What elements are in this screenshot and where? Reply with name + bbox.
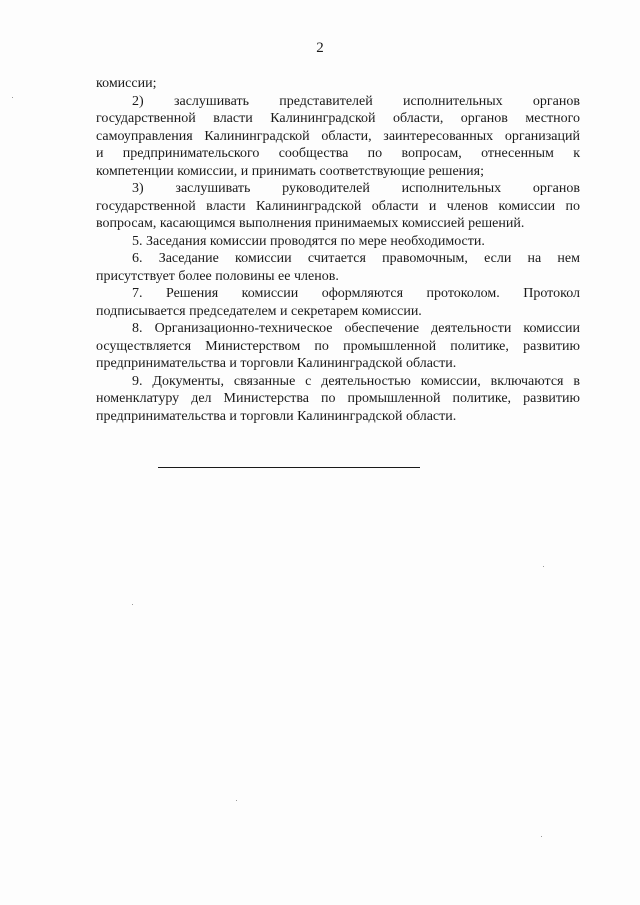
text-line: 7. Решения комиссии оформляются протоколом. Протокол: [132, 286, 580, 301]
text-line: номенклатуру дел Министерства по промышленной политике, развитию: [96, 391, 580, 406]
scan-speck: [132, 604, 133, 605]
scan-speck: [541, 836, 542, 837]
text-line: государственной власти Калининградской области и членов комиссии по: [96, 198, 580, 214]
body-text: [96, 75, 580, 425]
text-line: присутствует более половины ее членов.: [96, 268, 339, 284]
text-line: предпринимательства и торговли Калининградской области.: [96, 408, 457, 424]
text-line: 2) заслушивать представителей исполнительных органов: [132, 93, 580, 109]
text-line: 3) заслушивать руководителей исполнительных органов: [132, 181, 580, 196]
text-line: 8. Организационно-техническое обеспечение деятельности комиссии: [132, 321, 580, 336]
text-line: подписывается председателем и секретарем комиссии.: [96, 303, 422, 319]
text-line: компетенции комиссии, и принимать соответствующие решения;: [96, 163, 484, 179]
text-line: комиссии;: [96, 76, 157, 91]
page-number: 2: [316, 40, 324, 56]
text-line: 9. Документы, связанные с деятельностью комиссии, включаются в: [132, 373, 580, 389]
scan-speck: [12, 97, 13, 98]
text-line: 5. Заседания комиссии проводятся по мере необходимости.: [132, 233, 485, 249]
text-line: самоуправления Калининградской области, заинтересованных организаций: [96, 128, 580, 144]
text-line: осуществляется Министерством по промышленной политике, развитию: [96, 338, 580, 354]
text-line: вопросам, касающимся выполнения принимаемых комиссией решений.: [96, 216, 525, 231]
text-line: и предпринимательского сообщества по вопросам, отнесенным к: [96, 146, 580, 161]
text-line: государственной власти Калининградской области, органов местного: [96, 111, 580, 126]
closing-divider-line: [158, 467, 420, 468]
scan-speck: [236, 800, 237, 801]
text-line: 6. Заседание комиссии считается правомочным, если на нем: [132, 251, 580, 266]
scan-speck: [543, 566, 544, 567]
text-line: предпринимательства и торговли Калининградской области.: [96, 356, 457, 371]
